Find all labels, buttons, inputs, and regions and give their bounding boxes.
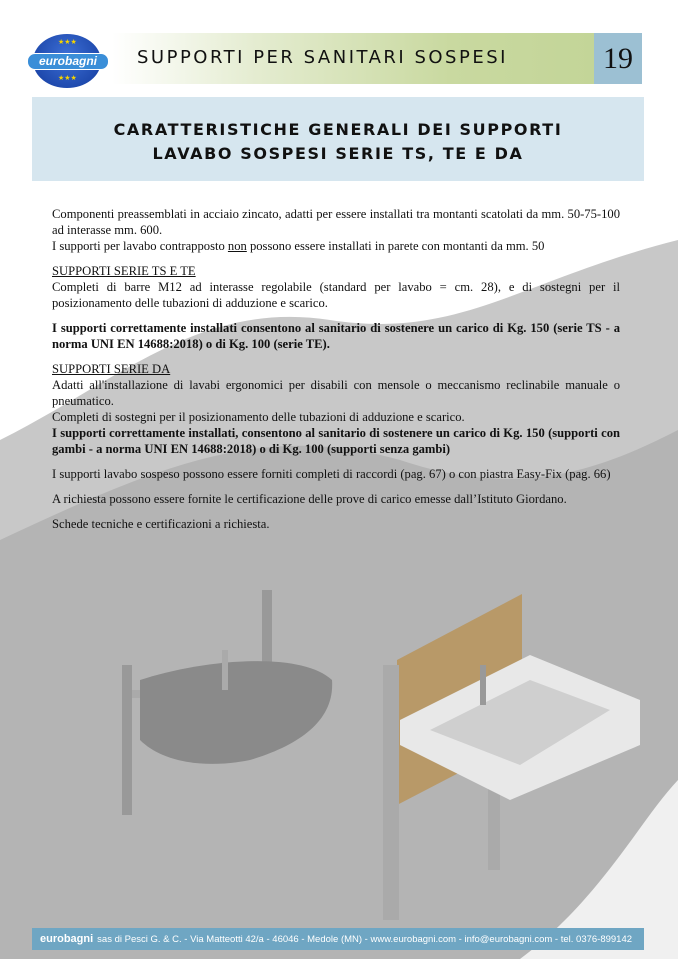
paragraph: I supporti lavabo sospeso possono essere forniti completi di raccordi (pag. 67) o con piastra Easy-Fix (pag. 66) [52,467,611,481]
page-number: 19 [594,33,642,84]
footer [32,928,644,950]
eurobagni-logo: ★★★ eurobagni ★★★ [33,34,101,88]
section-header [112,33,594,84]
paragraph: I supporti per lavabo contrapposto [52,239,228,253]
page-title [32,97,644,181]
paragraph: Completi di barre M12 ad interasse regolabile (standard per lavabo = cm. 28), e di sostegni per il posizionamento delle tubazioni di adduzione e scarico. [52,280,620,310]
heading-ts-te: SUPPORTI SERIE TS E TE [52,264,196,278]
paragraph: A richiesta possono essere fornite le certificazione delle prove di carico emesse dall’Istituto Giordano. [52,492,567,506]
footer-contact: sas di Pesci G. & C. - Via Matteotti 42/a - 46046 - Medole (MN) - www.eurobagni.com - info@eurobagni.com - tel. 0376-899142 [97,934,633,945]
section-title: SUPPORTI PER SANITARI SOSPESI [137,47,508,68]
paragraph: possono essere installati in parete con montanti da mm. 50 [246,239,545,253]
paragraph: Schede tecniche e certificazioni a richiesta. [52,517,270,531]
paragraph-bold: I supporti correttamente installati, consentono al sanitario di sostenere un carico di Kg. 150 (supporti con gambi - a norma UNI EN 14688:2018) o di Kg. 100 (supporti senza gambi) [52,426,620,456]
footer-brand: eurobagni [40,933,94,945]
heading-da: SUPPORTI SERIE DA [52,362,171,376]
paragraph: Componenti preassemblati in acciaio zincato, adatti per essere installati tra montanti scatolati da mm. 50-75-100 ad interasse mm. 600. [52,207,620,237]
emphasis: non [227,239,247,253]
title-line-2: LAVABO SOSPESI SERIE TS, TE E DA [152,144,524,163]
body-text [52,206,620,541]
title-line-1: CARATTERISTICHE GENERALI DEI SUPPORTI [113,120,563,139]
paragraph: Completi di sostegni per il posizionamento delle tubazioni di adduzione e scarico. [52,410,465,424]
paragraph-bold: I supporti correttamente installati consentono al sanitario di sostenere un carico di Kg. 150 (serie TS - a norma UNI EN 14688:2018) o di Kg. 100 (serie TE). [52,321,620,351]
paragraph: Adatti all'installazione di lavabi ergonomici per disabili con mensole o meccanismo reclinabile manuale o pneumatico. [52,378,620,408]
